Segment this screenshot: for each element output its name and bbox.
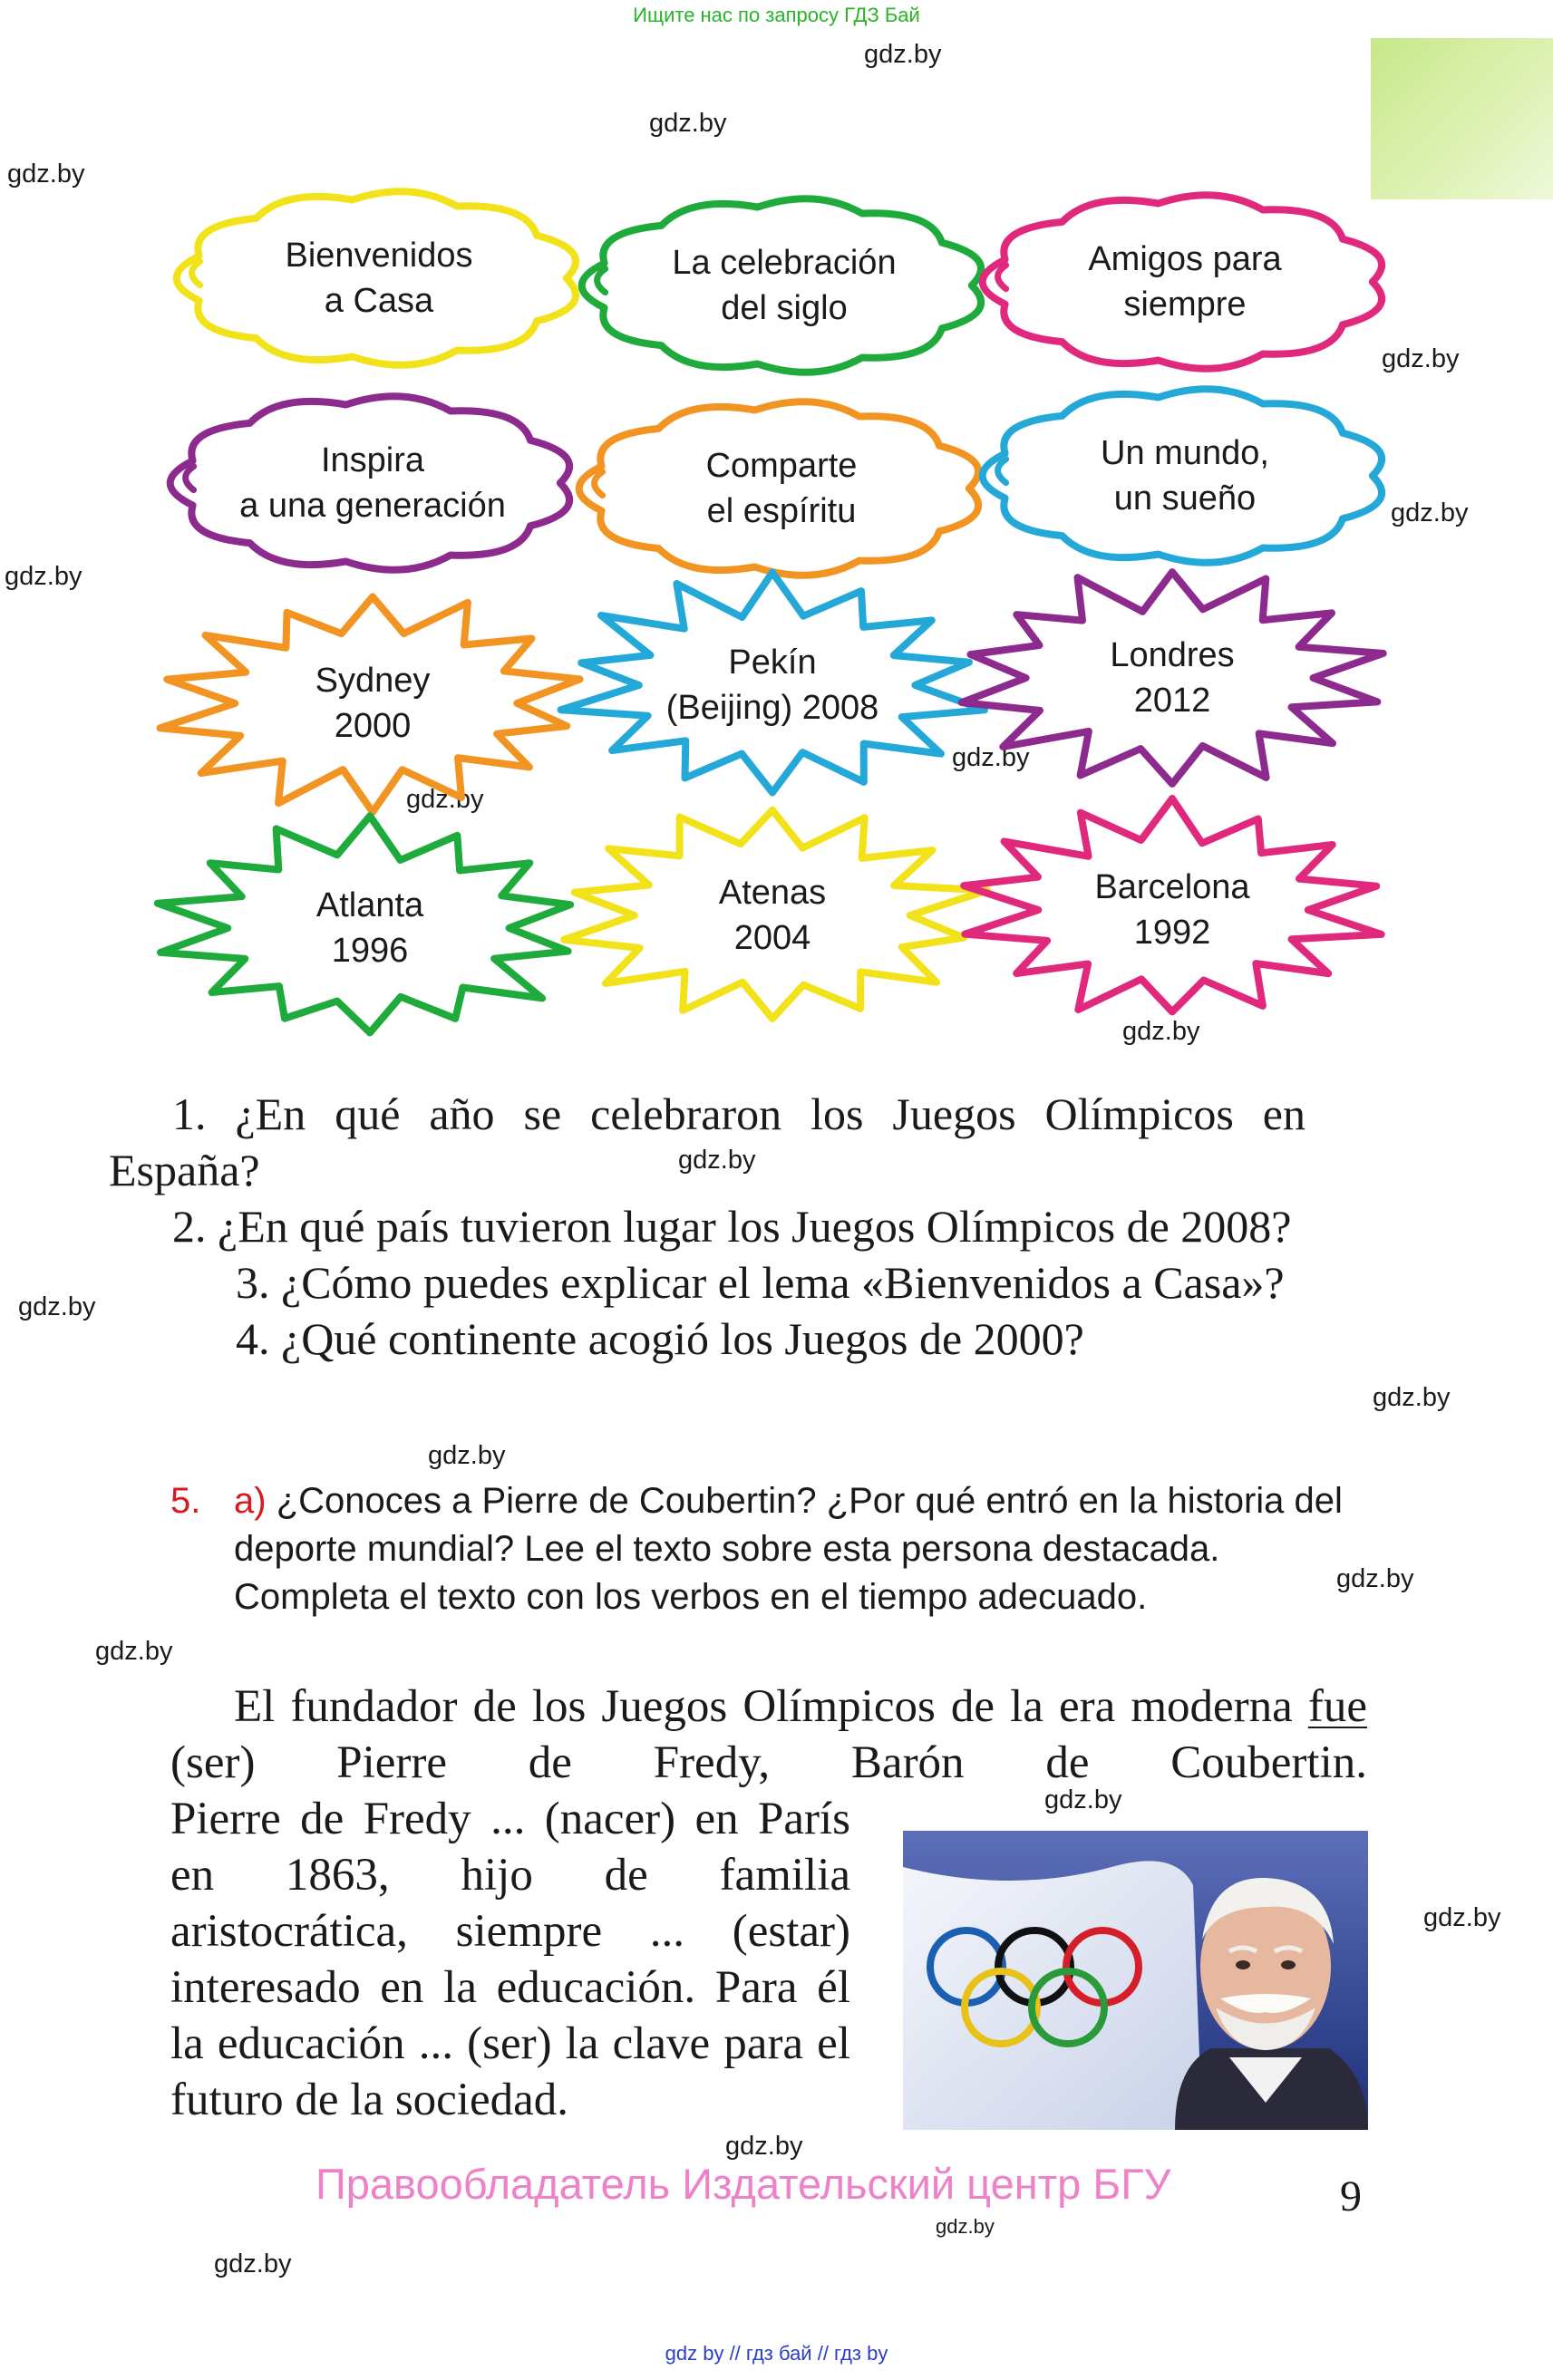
question-text: ¿Qué continente acogió los Juegos de 2000?: [281, 1313, 1084, 1364]
badge-cloud: [166, 174, 592, 382]
badge-burst: [959, 569, 1385, 787]
badge-burst: [160, 595, 586, 812]
badge-label: Pekín (Beijing) 2008: [665, 643, 879, 727]
watermark: gdz.by: [1122, 1017, 1200, 1046]
badge-cloud: [972, 372, 1398, 580]
watermark: gdz.by: [1336, 1564, 1414, 1593]
watermark: gdz.by: [1044, 1785, 1122, 1814]
watermark: gdz.by: [936, 2215, 995, 2238]
question-text: ¿En qué país tuvieron lugar los Juegos Olímpicos de 2008?: [218, 1201, 1292, 1252]
task-number: 5.: [170, 1481, 201, 1521]
reading-text: El fundador de los Juegos Olímpicos de la era moderna: [234, 1681, 1293, 1732]
questions: [109, 1086, 1369, 1367]
task-text: ¿Conoces a Pierre de Coubertin? ¿Por qué entró en la historia del deporte mundial? Lee el texto sobre esta persona destacada. Completa el texto con los verbos en el tiempo adecuado.: [234, 1481, 1343, 1617]
coubertin-photo: [903, 1831, 1368, 2130]
footer-links[interactable]: gdz by // гдз бай // гдз by: [665, 2342, 888, 2365]
watermark: gdz.by: [678, 1146, 756, 1175]
watermark: gdz.by: [7, 160, 85, 189]
badge-label: Atenas 2004: [718, 874, 827, 957]
green-corner-tab: [1371, 38, 1553, 199]
page-number: 9: [1340, 2172, 1362, 2220]
badge-label: La celebración del siglo: [672, 244, 897, 327]
photo-illustration: [903, 1831, 1368, 2130]
watermark: gdz.by: [1391, 498, 1469, 527]
badge-label: Londres 2012: [1110, 636, 1235, 720]
answer-example: fue: [1307, 1681, 1368, 1732]
question-text: ¿En qué año se celebraron los Juegos Olímpicos en España?: [109, 1088, 1305, 1195]
top-banner: Ищите нас по запросу ГДЗ Бай: [633, 4, 920, 26]
badge-burst: [559, 807, 985, 1024]
question-4: [236, 1311, 1369, 1367]
copyright-notice: Правообладатель Издательский центр БГУ: [315, 2160, 1171, 2208]
badge-cloud: [160, 379, 586, 587]
badge-cloud: [568, 384, 995, 593]
question-2: [109, 1198, 1305, 1254]
watermark: gdz.by: [5, 562, 83, 591]
question-number: 3.: [236, 1257, 270, 1308]
question-number: 2.: [172, 1201, 207, 1252]
badge-label: Barcelona 1992: [1094, 868, 1250, 952]
watermark: gdz.by: [18, 1292, 96, 1321]
badge-label: Un mundo, un sueño: [1101, 434, 1269, 518]
watermark: gdz.by: [725, 2132, 803, 2161]
watermark: gdz.by: [428, 1441, 506, 1470]
question-number: 4.: [236, 1313, 270, 1364]
badge-label: Atlanta 1996: [315, 886, 424, 970]
watermark: gdz.by: [952, 743, 1030, 772]
task-letter: a): [234, 1481, 267, 1521]
badge-label: Inspira a una generación: [239, 441, 506, 525]
badge-label: Amigos para siempre: [1088, 240, 1282, 324]
reading-text: (ser) Pierre de Fredy, Barón de Coubertin.: [170, 1737, 1367, 1788]
watermark: gdz.by: [864, 40, 942, 69]
badge-burst: [959, 801, 1385, 1019]
badge-cloud: [571, 181, 997, 390]
question-3: [236, 1254, 1369, 1311]
badge-burst: [559, 576, 985, 794]
badge-burst: [157, 819, 583, 1037]
badge-label: Bienvenidos a Casa: [285, 237, 473, 320]
watermark: gdz.by: [95, 1637, 173, 1666]
question-number: 1.: [172, 1088, 207, 1139]
question-1: [109, 1086, 1305, 1198]
badge-label: Sydney 2000: [315, 662, 431, 745]
reading-paragraph-1: [170, 1679, 1367, 1791]
watermark: gdz.by: [214, 2249, 292, 2278]
watermark: gdz.by: [1382, 344, 1460, 373]
task-instructions: [234, 1477, 1376, 1621]
watermark: gdz.by: [649, 109, 727, 138]
watermark: gdz.by: [406, 785, 484, 814]
question-text: ¿Cómo puedes explicar el lema «Bienvenidos a Casa»?: [281, 1257, 1285, 1308]
badge-cloud: [972, 178, 1398, 386]
reading-paragraph-2: Pierre de Fredy ... (nacer) en París en 1863, hijo de familia aristocrática, siempre ... (estar) interesado en la educación. Para él la educación ... (ser) la clave para el futuro de la sociedad.: [170, 1794, 850, 2125]
watermark: gdz.by: [1373, 1383, 1451, 1412]
badge-label: Comparte el espíritu: [705, 447, 858, 530]
watermark: gdz.by: [1423, 1903, 1501, 1932]
